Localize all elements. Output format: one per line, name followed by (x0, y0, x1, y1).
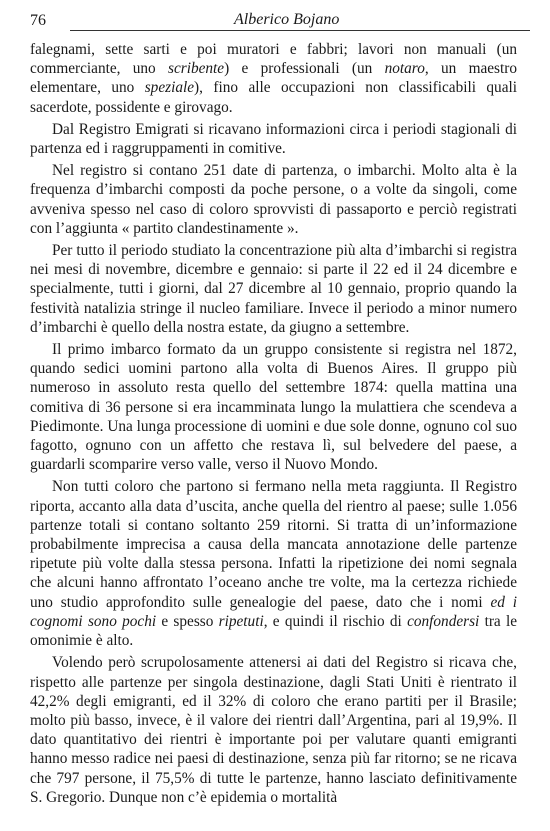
paragraph-text: Nel registro si contano 251 date di partenza, o imbarchi. Molto alta è la frequenza d’imbarchi composti da poche persone, o a volte da singoli, come avveniva spesso nel caso di coloro sprovvisti di passaporto e perciò registrati con l’aggiunta « partito clandestinamente ». (30, 162, 517, 237)
paragraph-text: Volendo però scrupolosamente attenersi ai dati del Registro si ricava che, rispetto alle partenze per singola destinazione, dagli Stati Uniti è rientrato il 42,2% degli emigranti, ed il 32% di coloro che erano partiti per il Brasile; molto più basso, invece, è il valore dei rientri dall’Argentina, pari al 19,9%. Il dato quantitativo dei rientri è importante poi per valutare quanti emigranti hanno messo radice nei paesi di destinazione, senza più far ritorno; se ne ricava che 797 persone, il 75,5% di tutte le partenze, hanno lasciato definitivamente S. Gregorio. Dunque non c’è epidemia o mortalità (30, 654, 517, 806)
paragraph-text: ), fino alle occupazioni non classificabili quali sacerdote, possidente e girovago. (30, 79, 517, 116)
italic-text: notaro (384, 60, 425, 78)
paragraph-text: Non tutti coloro che partono si fermano nella meta raggiunta. Il Registro riporta, accanto alla data d’uscita, anche quella del rientro al paese; sulle 1.056 partenze totali si contano soltanto 259 ritorni. Si tratta di un’informazione probabilmente imprecisa a causa della mancata annotazione delle partenze ripetute più volte dalla stessa persona. Infatti la ripetizione dei nomi segnala che alcuni hanno affrontato l’oceano anche tre volte, ma la certezza richiede uno studio approfondito sulle genealogie del paese, dato che i nomi (30, 478, 517, 611)
italic-text: scribente (168, 60, 225, 78)
paragraph-text: tra le omonimie è alto. (30, 612, 518, 650)
italic-text: speziale (144, 79, 195, 97)
paragraph (30, 653, 517, 807)
paragraph (30, 40, 517, 117)
paragraph (30, 161, 517, 238)
page-header (30, 8, 530, 32)
paragraph-text: Il primo imbarco formato da un gruppo consistente si registra nel 1872, quando sedici uomini partono alla volta di Buenos Aires. Il gruppo più numeroso in assoluto resta quello del settembre 1874: quella mattina una comitiva di 36 persone si era incamminata lungo la mulattiera che scendeva a Piedimonte. Una lunga processione di uomini e due sole donne, ognuno col suo fagotto, ognuno con un affetto che restava lì, sul belvedere del paese, a guardarli scomparire verso valle, verso il Nuovo Mondo. (30, 341, 517, 474)
paragraph (30, 340, 517, 474)
body-text (30, 40, 517, 807)
paragraph-text: e spesso (156, 612, 219, 630)
paragraph-text: Per tutto il periodo studiato la concentrazione più alta d’imbarchi si registra nei mesi di novembre, dicembre e gennaio: si parte il 22 ed il 24 dicembre e specialmente, tutti i giorni, dal 27 dicembre al 10 gennaio, proprio quando la festività natalizia stringe il nucleo familiare. Invece il periodo a minor numero d’imbarchi è quello della nostra estate, da giugno a settembre. (30, 242, 517, 336)
header-rule (70, 30, 530, 31)
paragraph (30, 477, 517, 650)
running-head: Alberico Bojano (234, 11, 340, 28)
paragraph-text: , e quindi il rischio di (263, 612, 408, 630)
italic-text: ed i cognomi sono pochi (30, 593, 517, 630)
paragraph-text: ) e professionali (un (224, 60, 385, 78)
paragraph-text: falegnami, sette sarti e poi muratori e fabbri; lavori non manuali (un commerciante, uno (30, 41, 517, 78)
paragraph-text: , un maestro elementare, uno (30, 60, 517, 97)
paragraph (30, 120, 517, 158)
page-number: 76 (30, 12, 46, 29)
italic-text: confondersi (407, 612, 480, 630)
paragraph (30, 241, 517, 337)
paragraph-text: Dal Registro Emigrati si ricavano informazioni circa i periodi stagionali di partenza ed i raggruppamenti in comitive. (30, 120, 517, 158)
italic-text: ripetuti (218, 612, 264, 630)
